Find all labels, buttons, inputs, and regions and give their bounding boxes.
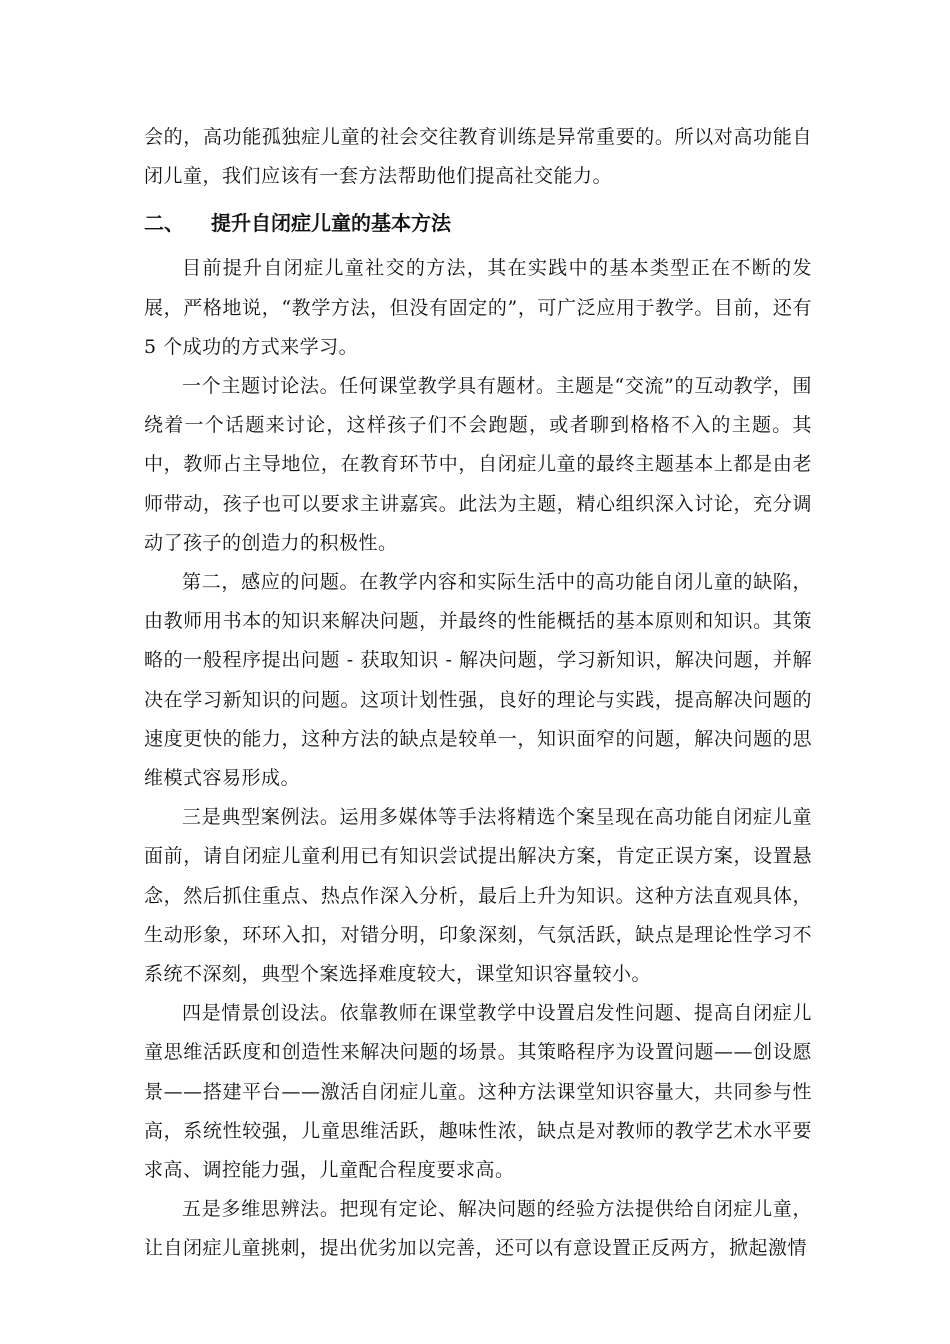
paragraph-overview: 目前提升自闭症儿童社交的方法，其在实践中的基本类型正在不断的发展，严格地说，“教学方法，但没有固定的”，可广泛应用于教学。目前，还有 5 个成功的方式来学习。 bbox=[144, 257, 812, 358]
paragraph-method-3: 三是典型案例法。运用多媒体等手法将精选个案呈现在高功能自闭症儿童面前，请自闭症儿童利用已有知识尝试提出解决方案，肯定正误方案，设置悬念，然后抓住重点、热点作深入分析，最后上升为知识。这种方法直观具体，生动形象，环环入扣，对错分明，印象深刻，气氛活跃，缺点是理论性学习不系统不深刻，典型个案选择难度较大，课堂知识容量较小。 bbox=[144, 806, 812, 986]
section-title: 提升自闭症儿童的基本方法 bbox=[211, 211, 451, 236]
paragraph-method-1: 一个主题讨论法。任何课堂教学具有题材。主题是“交流”的互动教学，围绕着一个话题来讨论，这样孩子们不会跑题，或者聊到格格不入的主题。其中，教师占主导地位，在教育环节中，自闭症儿童的最终主题基本上都是由老师带动，孩子也可以要求主讲嘉宾。此法为主题，精心组织深入讨论，充分调动了孩子的创造力的积极性。 bbox=[144, 375, 812, 554]
section-number: 二、 bbox=[144, 211, 184, 236]
document-page bbox=[144, 118, 812, 1269]
paragraph-method-5: 五是多维思辨法。把现有定论、解决问题的经验方法提供给自闭症儿童，让自闭症儿童挑刺，提出优劣加以完善，还可以有意设置正反两方，掀起激情 bbox=[144, 1198, 812, 1260]
paragraph-method-2: 第二，感应的问题。在教学内容和实际生活中的高功能自闭儿童的缺陷，由教师用书本的知识来解决问题，并最终的性能概括的基本原则和知识。其策略的一般程序提出问题 - 获取知识 - 解决问题，学习新知识，解决问题，并解决在学习新知识的问题。这项计划性强，良好的理论与实践，提高解决问题的速度更快的能力，这种方法的缺点是较单一，知识面窄的问题，解决问题的思维模式容易形成。 bbox=[144, 571, 812, 790]
intro-paragraph: 会的，高功能孤独症儿童的社会交往教育训练是异常重要的。所以对高功能自闭儿童，我们应该有一套方法帮助他们提高社交能力。 bbox=[144, 126, 812, 188]
paragraph-method-4: 四是情景创设法。依靠教师在课堂教学中设置启发性问题、提高自闭症儿童思维活跃度和创造性来解决问题的场景。其策略程序为设置问题——创设愿景——搭建平台——激活自闭症儿童。这种方法课堂知识容量大，共同参与性高，系统性较强，儿童思维活跃，趣味性浓，缺点是对教师的教学艺术水平要求高、调控能力强，儿童配合程度要求高。 bbox=[144, 1002, 812, 1182]
section-heading bbox=[144, 205, 812, 241]
